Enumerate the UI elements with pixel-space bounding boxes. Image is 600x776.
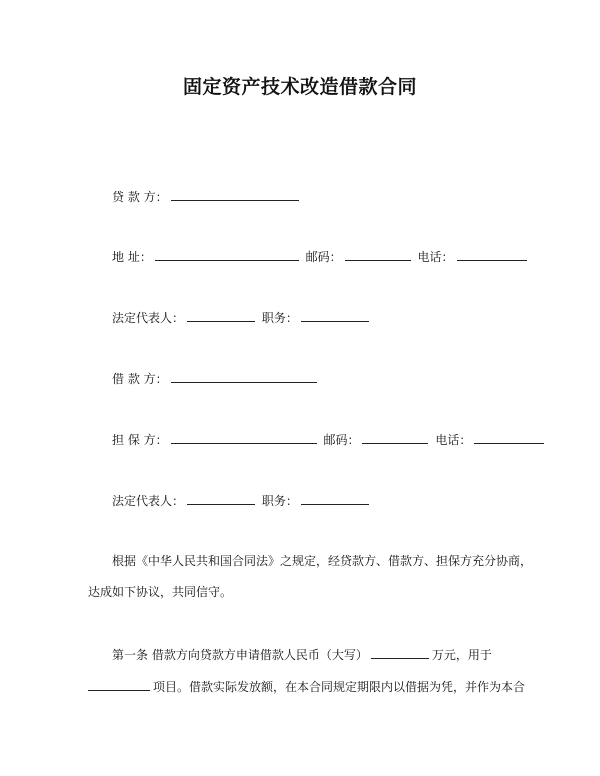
project-blank[interactable] [88, 678, 150, 691]
legal-rep-label: 法定代表人： [112, 311, 185, 325]
borrower-blank[interactable] [171, 370, 317, 383]
article-1-text-a: 第一条 借款方向贷款方申请借款人民币（大写） [112, 648, 368, 662]
address-row [112, 248, 530, 265]
borrower-row [112, 370, 320, 387]
article-1-text-c: 项目。借款实际发放额，在本合同规定期限内以借据为凭，并作为本合 [153, 680, 526, 694]
address-blank[interactable] [155, 248, 299, 261]
legal-rep-blank-2[interactable] [187, 492, 255, 505]
address-label: 地 址： [112, 250, 152, 264]
legal-rep-label-2: 法定代表人： [112, 494, 185, 508]
position-label-2: 职务： [261, 494, 298, 508]
guarantor-label: 担 保 方： [112, 433, 168, 447]
position-label: 职务： [261, 311, 298, 325]
postcode-label: 邮码： [305, 250, 342, 264]
legal-rep-row-2 [112, 492, 372, 509]
borrower-label: 借 款 方： [112, 372, 168, 386]
intro-line-2: 达成如下协议，共同信守。 [88, 585, 233, 599]
document-title: 固定资产技术改造借款合同 [182, 76, 417, 98]
position-blank[interactable] [301, 309, 369, 322]
lender-blank[interactable] [171, 188, 299, 201]
legal-rep-blank[interactable] [187, 309, 255, 322]
phone-label: 电话： [417, 250, 454, 264]
guarantor-row [112, 431, 547, 448]
guarantor-postcode-label: 邮码： [323, 433, 360, 447]
loan-amount-blank[interactable] [371, 646, 429, 659]
position-blank-2[interactable] [301, 492, 369, 505]
guarantor-phone-label: 电话： [435, 433, 472, 447]
lender-label: 贷 款 方： [112, 190, 168, 204]
postcode-blank[interactable] [345, 248, 411, 261]
article-1-text-b: 万元，用于 [431, 648, 492, 662]
lender-row [112, 188, 302, 205]
guarantor-blank[interactable] [171, 431, 317, 444]
article-1-line-2 [88, 678, 525, 695]
article-1-line-1 [112, 646, 492, 663]
intro-line-1: 根据《中华人民共和国合同法》之规定，经贷款方、借款方、担保方充分协商， [112, 554, 533, 568]
guarantor-phone-blank[interactable] [474, 431, 544, 444]
phone-blank[interactable] [457, 248, 527, 261]
legal-rep-row [112, 309, 372, 326]
guarantor-postcode-blank[interactable] [362, 431, 428, 444]
